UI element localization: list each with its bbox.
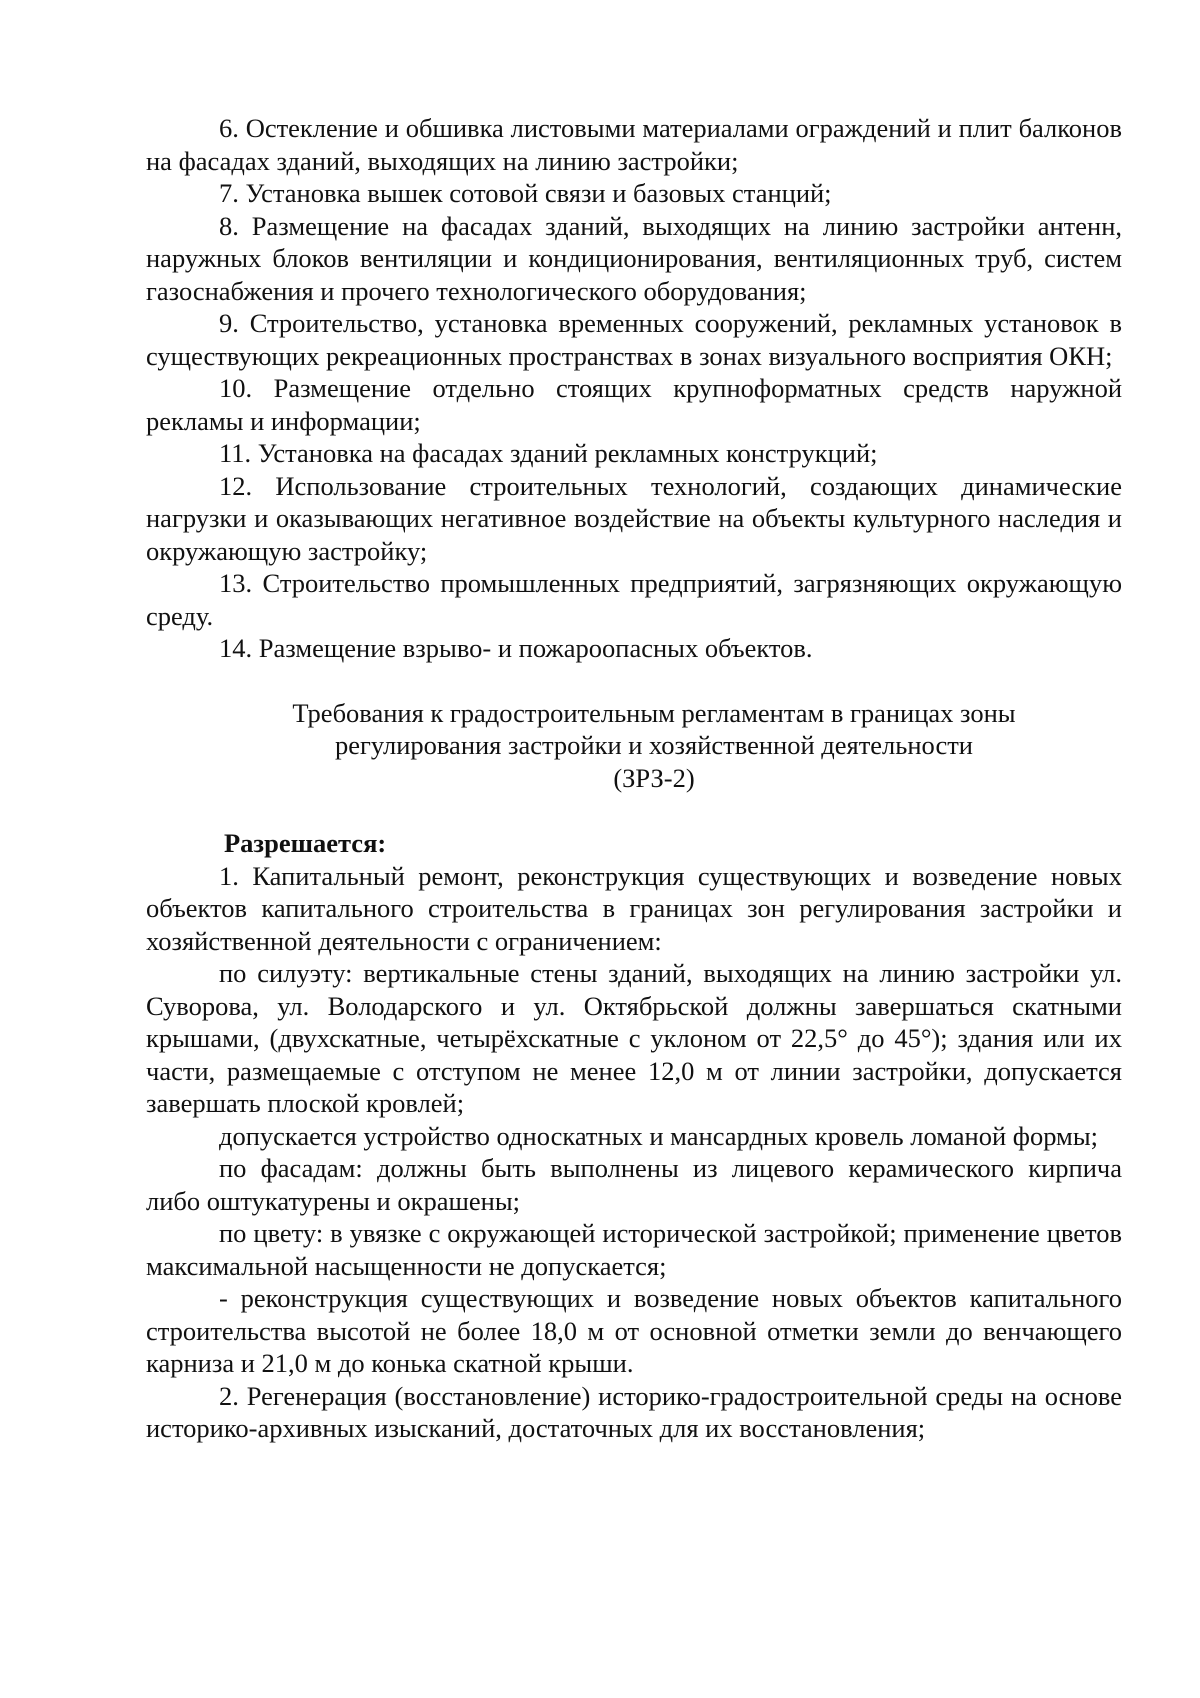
prohibited-item-6: 6. Остекление и обшивка листовыми материалами ограждений и плит балконов на фасадах зданий, выходящих на линию застройки; [146, 113, 1122, 176]
allowed-label: Разрешается: [224, 828, 387, 858]
prohibited-item-12: 12. Использование строительных технологий, создающих динамические нагрузки и оказывающих негативное воздействие на объекты культурного наследия и окружающую застройку; [146, 470, 1122, 566]
prohibited-item-10: 10. Размещение отдельно стоящих крупноформатных средств наружной рекламы и информации; [146, 373, 1122, 436]
prohibited-item-11: 11. Установка на фасадах зданий рекламных конструкций; [219, 438, 878, 468]
section-heading [146, 697, 1122, 795]
allowed-silhouette-requirement: по силуэту: вертикальные стены зданий, выходящих на линию застройки ул. Суворова, ул. Володарского и ул. Октябрьской должны завершаться скатными крышами, (двухскатные, четырёхскатные с уклоном от 22,5° до 45°); здания или их части, размещаемые с отступом не менее 12,0 м от линии застройки, допускается завершать плоской кровлей; [146, 958, 1122, 1118]
allowed-height-requirement: - реконструкция существующих и возведение новых объектов капитального строительства высотой не более 18,0 м от основной отметки земли до венчающего карниза и 21,0 м до конька скатной крыши. [146, 1283, 1122, 1378]
section-heading-line-1: Требования к градостроительным регламентам в границах зоны [292, 697, 1016, 728]
section-heading-zone-code: (ЗРЗ-2) [613, 762, 695, 793]
section-heading-line-2: регулирования застройки и хозяйственной деятельности [335, 730, 973, 760]
allowed-roof-requirement: допускается устройство односкатных и мансардных кровель ломаной формы; [219, 1120, 1098, 1151]
allowed-facade-requirement: по фасадам: должны быть выполнены из лицевого керамического кирпича либо оштукатурены и окрашены; [146, 1153, 1122, 1216]
prohibited-item-8: 8. Размещение на фасадах зданий, выходящих на линию застройки антенн, наружных блоков вентиляции и кондиционирования, вентиляционных труб, систем газоснабжения и прочего технологического оборудования; [146, 210, 1122, 306]
allowed-item-2: 2. Регенерация (восстановление) историко-градостроительной среды на основе историко-архивных изысканий, достаточных для их восстановления; [146, 1380, 1122, 1443]
allowed-color-requirement: по цвету: в увязке с окружающей исторической застройкой; применение цветов максимальной насыщенности не допускается; [146, 1218, 1122, 1281]
document-page [146, 112, 1122, 1445]
prohibited-item-7: 7. Установка вышек сотовой связи и базовых станций; [219, 178, 832, 208]
allowed-item-1: 1. Капитальный ремонт, реконструкция существующих и возведение новых объектов капитального строительства в границах зон регулирования застройки и хозяйственной деятельности с ограничением: [146, 860, 1122, 956]
prohibited-item-14: 14. Размещение взрыво- и пожароопасных объектов. [219, 633, 813, 663]
prohibited-item-13: 13. Строительство промышленных предприятий, загрязняющих окружающую среду. [146, 568, 1122, 631]
prohibited-item-9: 9. Строительство, установка временных сооружений, рекламных установок в существующих рекреационных пространствах в зонах визуального восприятия ОКН; [146, 308, 1122, 371]
